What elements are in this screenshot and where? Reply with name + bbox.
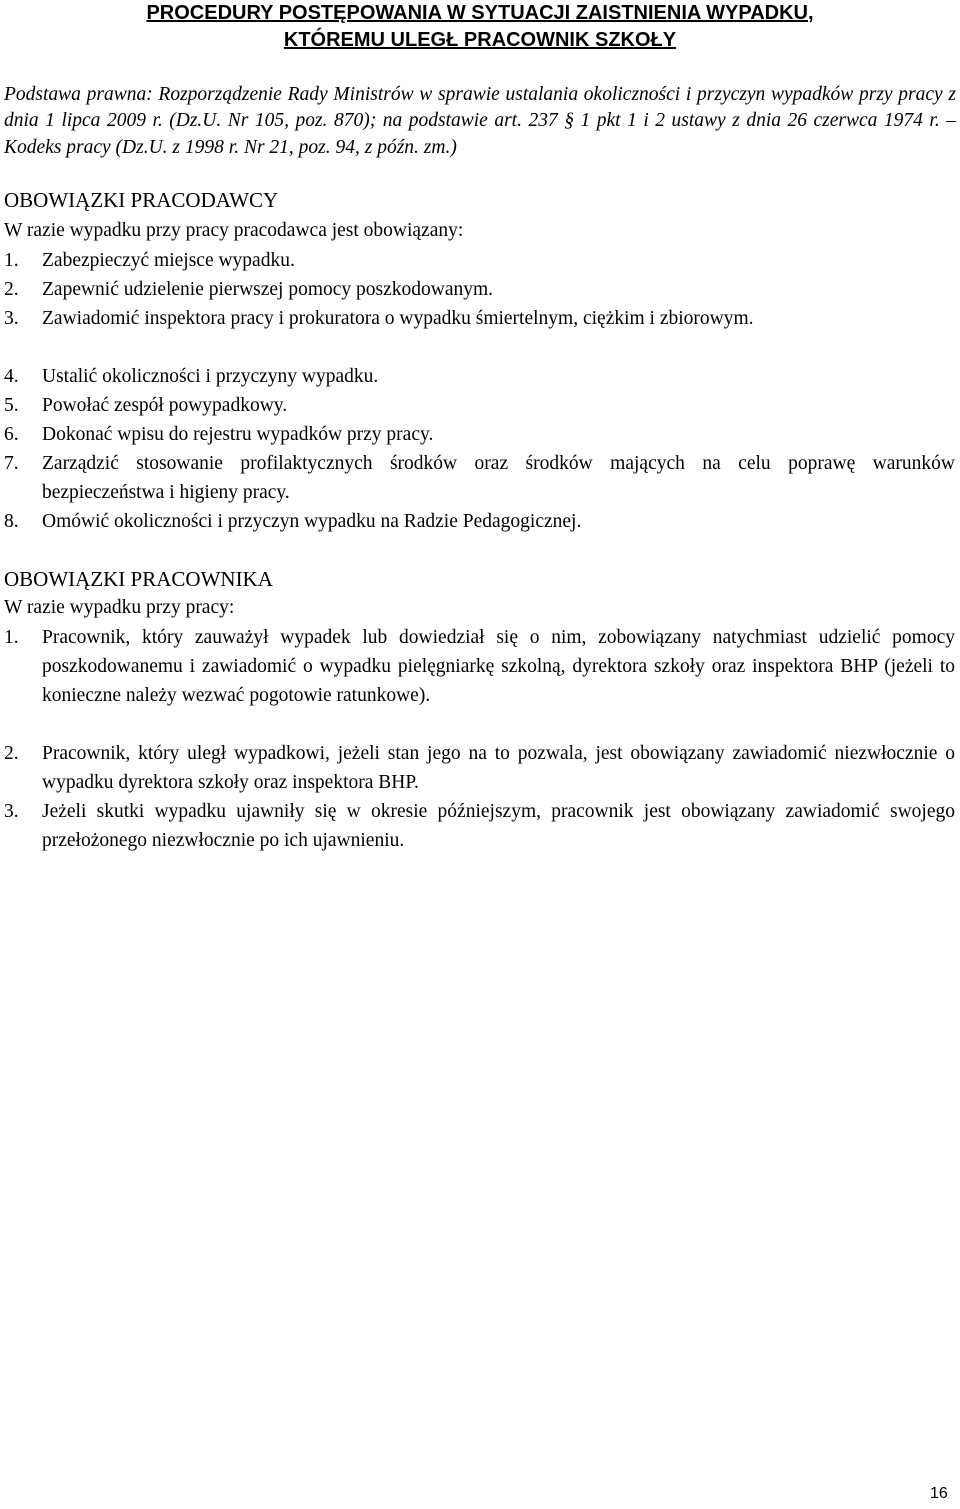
item-number: 4. — [4, 366, 19, 387]
employer-duty-item — [4, 449, 955, 507]
item-number: 6. — [4, 424, 19, 445]
item-number: 1. — [4, 627, 19, 648]
item-number: 8. — [4, 511, 19, 532]
document-title-line-2: KTÓREMU ULEGŁ PRACOWNIK SZKOŁY — [283, 29, 677, 51]
employer-duty-item — [4, 246, 955, 275]
item-text: Zarządzić stosowanie profilaktycznych środków oraz środków mających na celu poprawę warunków bezpieczeństwa i higieny pracy. — [42, 453, 955, 503]
item-number: 7. — [4, 453, 19, 474]
employer-duty-item — [4, 275, 955, 304]
employee-duties-intro: W razie wypadku przy pracy: — [4, 597, 235, 618]
employee-duty-item — [4, 797, 955, 855]
employer-duties-intro: W razie wypadku przy pracy pracodawca jest obowiązany: — [4, 220, 464, 241]
legal-basis — [4, 82, 956, 161]
employer-duties-heading: OBOWIĄZKI PRACODAWCY — [4, 188, 279, 212]
employee-duties-heading: OBOWIĄZKI PRACOWNIKA — [4, 567, 273, 591]
item-text: Omówić okoliczności i przyczyn wypadku na Radzie Pedagogicznej. — [42, 511, 582, 532]
item-text: Zapewnić udzielenie pierwszej pomocy poszkodowanym. — [42, 279, 494, 300]
employer-duty-item — [4, 391, 955, 420]
employee-duty-item — [4, 739, 955, 797]
item-text: Zabezpieczyć miejsce wypadku. — [42, 250, 295, 271]
employer-duty-item — [4, 507, 955, 536]
employee-duty-item — [4, 623, 955, 710]
item-number: 3. — [4, 308, 19, 329]
employer-duty-item — [4, 304, 955, 333]
item-text: Pracownik, który uległ wypadkowi, jeżeli stan jego na to pozwala, jest obowiązany zawiadomić niezwłocznie o wypadku dyrektora szkoły oraz inspektora BHP. — [42, 743, 955, 793]
item-text: Powołać zespół powypadkowy. — [42, 395, 288, 416]
item-text: Ustalić okoliczności i przyczyny wypadku. — [42, 366, 379, 387]
item-text: Zawiadomić inspektora pracy i prokuratora o wypadku śmiertelnym, ciężkim i zbiorowym. — [42, 308, 754, 329]
page-number: 16 — [930, 1485, 948, 1502]
document-title-line-1: PROCEDURY POSTĘPOWANIA W SYTUACJI ZAISTNIENIA WYPADKU, — [146, 2, 814, 24]
employer-duty-item — [4, 362, 955, 391]
legal-basis-text: Podstawa prawna: Rozporządzenie Rady Ministrów w sprawie ustalania okoliczności i przyczyn wypadków przy pracy z dnia 1 lipca 2009 r. (Dz.U. Nr 105, poz. 870); na podstawie art. 237 § 1 pkt 1 i 2 ustawy z dnia 26 czerwca 1974 r. – Kodeks pracy (Dz.U. z 1998 r. Nr 21, poz. 94, z późn. zm.) — [4, 84, 956, 158]
item-number: 5. — [4, 395, 19, 416]
item-text: Dokonać wpisu do rejestru wypadków przy pracy. — [42, 424, 434, 445]
item-number: 3. — [4, 801, 19, 822]
item-text: Pracownik, który zauważył wypadek lub dowiedział się o nim, zobowiązany natychmiast udzielić pomocy poszkodowanemu i zawiadomić o wypadku pielęgniarkę szkolną, dyrektora szkoły oraz inspektora BHP (jeżeli to konieczne należy wezwać pogotowie ratunkowe). — [42, 627, 955, 706]
item-number: 2. — [4, 743, 19, 764]
item-number: 1. — [4, 250, 19, 271]
item-text: Jeżeli skutki wypadku ujawniły się w okresie późniejszym, pracownik jest obowiązany zawiadomić swojego przełożonego niezwłocznie po ich ujawnieniu. — [42, 801, 955, 851]
item-number: 2. — [4, 279, 19, 300]
employer-duty-item — [4, 420, 955, 449]
